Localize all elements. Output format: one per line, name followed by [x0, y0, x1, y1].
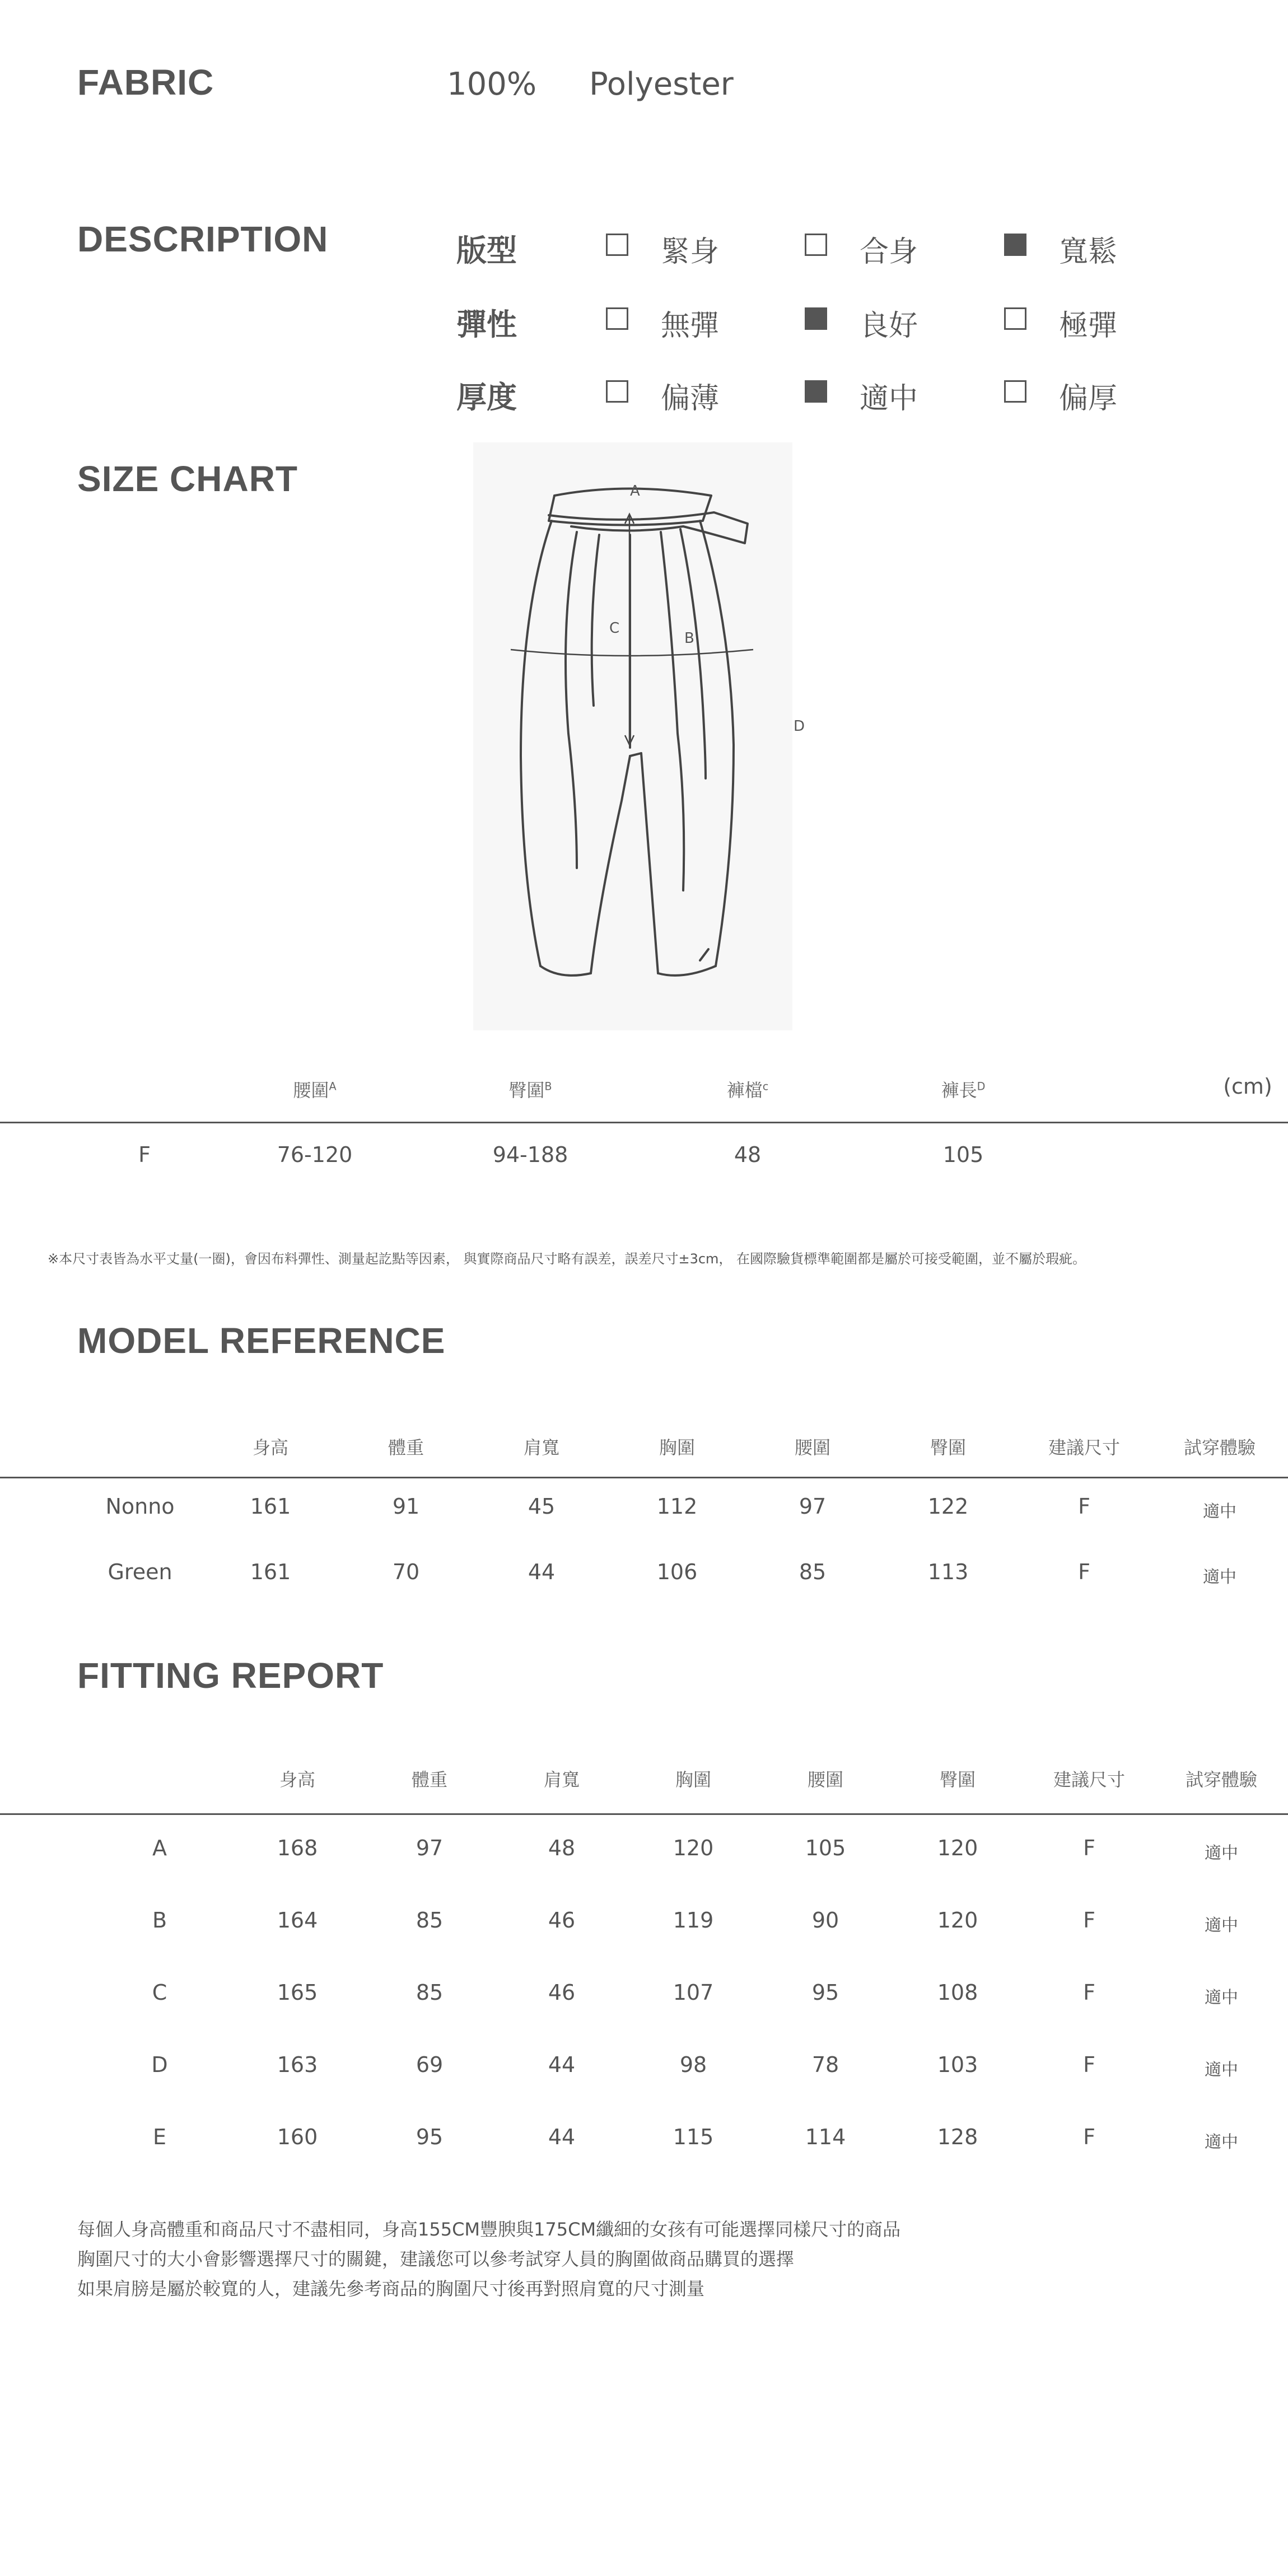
fitting-cell: 120 — [937, 1836, 978, 1860]
model-cell: 85 — [799, 1560, 827, 1584]
fitting-cell: 114 — [805, 2125, 846, 2149]
fitting-cell: 108 — [937, 1980, 978, 2005]
fitting-cell: 160 — [277, 2125, 318, 2149]
fitting-cell: F — [1083, 1836, 1095, 1860]
model-header: 胸圍 — [659, 1437, 696, 1458]
fitting-cell: 115 — [673, 2125, 714, 2149]
size-header — [508, 1076, 552, 1102]
fitting-cell: 128 — [937, 2125, 978, 2149]
checked-box — [805, 380, 827, 403]
fabric-material: Polyester — [589, 66, 734, 102]
model-cell: 161 — [250, 1494, 291, 1519]
fitting-row-name: A — [152, 1836, 167, 1860]
fitting-cell: 165 — [277, 1980, 318, 2005]
model-header: 臀圍 — [930, 1437, 967, 1458]
fitting-cell: 107 — [673, 1980, 714, 2005]
fitting-cell: 適中 — [1205, 2060, 1238, 2080]
fitting-report-title: FITTING REPORT — [77, 1655, 384, 1696]
fabric-percent: 100% — [447, 66, 537, 102]
model-header: 建議尺寸 — [1048, 1437, 1121, 1458]
size-header-sup: c — [762, 1080, 769, 1093]
size-header-text: 臀圍 — [508, 1080, 545, 1101]
model-cell: F — [1078, 1560, 1090, 1584]
fitting-header: 臀圍 — [939, 1769, 976, 1790]
diagram-label-b: B — [684, 630, 694, 647]
model-header: 肩寬 — [523, 1437, 560, 1458]
fitting-cell: 105 — [805, 1836, 846, 1860]
fitting-cell: 適中 — [1205, 1844, 1238, 1863]
model-cell: F — [1078, 1494, 1090, 1519]
fitting-cell: F — [1083, 1908, 1095, 1933]
model-cell: 70 — [392, 1560, 420, 1584]
model-cell: 44 — [528, 1560, 556, 1584]
model-header: 腰圍 — [794, 1437, 831, 1458]
footer-line: 胸圍尺寸的大小會影響選擇尺寸的關鍵，建議您可以參考試穿人員的胸圍做商品購買的選擇 — [77, 2248, 795, 2270]
unchecked-box — [606, 380, 628, 403]
model-cell: 97 — [799, 1494, 827, 1519]
diagram-label-a: A — [630, 483, 640, 500]
model-cell: 161 — [250, 1560, 291, 1584]
model-cell: 適中 — [1203, 1567, 1236, 1587]
size-header — [727, 1076, 769, 1102]
size-header-sup: B — [544, 1080, 552, 1093]
fitting-cell: 168 — [277, 1836, 318, 1860]
model-header: 體重 — [388, 1437, 424, 1458]
fitting-cell: F — [1083, 2125, 1095, 2149]
fitting-cell: F — [1083, 2052, 1095, 2077]
fitting-row-name: C — [152, 1980, 167, 2005]
fitting-cell: 95 — [416, 2125, 444, 2149]
fitting-cell: 69 — [416, 2052, 444, 2077]
fitting-cell: 44 — [548, 2052, 576, 2077]
fitting-header: 試穿體驗 — [1185, 1769, 1258, 1790]
description-title: DESCRIPTION — [77, 219, 329, 259]
fitting-cell: 46 — [548, 1980, 576, 2005]
model-table-rule — [0, 1477, 1288, 1478]
model-cell: 113 — [927, 1560, 969, 1584]
description-option-label: 適中 — [860, 382, 918, 416]
size-header-text: 褲長 — [941, 1080, 977, 1101]
unchecked-box — [1004, 380, 1026, 403]
fitting-cell: 85 — [416, 1908, 444, 1933]
model-cell: 45 — [528, 1494, 556, 1519]
diagram-label-d: D — [794, 718, 805, 735]
unchecked-box — [1004, 307, 1026, 330]
size-header-sup: D — [977, 1080, 986, 1093]
description-option-label: 偏薄 — [661, 382, 720, 416]
fitting-header: 建議尺寸 — [1053, 1769, 1126, 1790]
fitting-cell: 97 — [416, 1836, 444, 1860]
fitting-cell: 120 — [673, 1836, 714, 1860]
description-option-label: 合身 — [860, 235, 918, 269]
fitting-cell: 78 — [811, 2052, 839, 2077]
fitting-header: 腰圍 — [807, 1769, 844, 1790]
pants-diagram — [459, 442, 806, 1030]
fitting-cell: 95 — [811, 1980, 839, 2005]
fitting-cell: 90 — [811, 1908, 839, 1933]
size-row-label: F — [138, 1142, 151, 1167]
fitting-cell: 164 — [277, 1908, 318, 1933]
size-cell: 105 — [942, 1142, 984, 1167]
diagram-label-c: C — [609, 620, 620, 637]
model-header: 身高 — [252, 1437, 289, 1458]
size-header-sup: A — [329, 1080, 337, 1093]
fitting-cell: 103 — [937, 2052, 978, 2077]
description-option-label: 寬鬆 — [1059, 235, 1118, 269]
unchecked-box — [606, 307, 628, 330]
fitting-header: 身高 — [279, 1769, 316, 1790]
description-option-label: 緊身 — [661, 235, 720, 269]
fitting-cell: 98 — [679, 2052, 707, 2077]
size-cell: 94-188 — [492, 1142, 568, 1167]
description-row-label: 彈性 — [456, 307, 517, 342]
model-cell: 適中 — [1203, 1502, 1236, 1522]
size-header-text: 褲檔 — [726, 1080, 763, 1101]
size-chart-title: SIZE CHART — [77, 459, 298, 499]
fitting-cell: F — [1083, 1980, 1095, 2005]
size-unit: (cm) — [1223, 1074, 1272, 1099]
fitting-cell: 適中 — [1205, 2132, 1238, 2152]
model-cell: 112 — [656, 1494, 698, 1519]
description-row-label: 版型 — [456, 233, 517, 268]
unchecked-box — [606, 234, 628, 256]
fitting-row-name: D — [151, 2052, 168, 2077]
unchecked-box — [805, 234, 827, 256]
fitting-cell: 46 — [548, 1908, 576, 1933]
footer-line: 每個人身高體重和商品尺寸不盡相同，身高155CM豐腴與175CM纖細的女孩有可能選擇同樣尺寸的商品 — [77, 2219, 901, 2240]
size-cell: 48 — [734, 1142, 762, 1167]
fitting-cell: 120 — [937, 1908, 978, 1933]
fitting-cell: 119 — [673, 1908, 714, 1933]
model-cell: 91 — [392, 1494, 420, 1519]
size-header-text: 腰圍 — [293, 1080, 329, 1101]
description-option-label: 極彈 — [1059, 309, 1118, 343]
model-row-name: Green — [108, 1560, 172, 1584]
model-reference-title: MODEL REFERENCE — [77, 1320, 446, 1361]
description-option-label: 偏厚 — [1059, 382, 1118, 416]
size-header — [941, 1076, 986, 1102]
model-header: 試穿體驗 — [1183, 1437, 1256, 1458]
fitting-header: 體重 — [411, 1769, 448, 1790]
size-cell: 76-120 — [277, 1142, 353, 1167]
description-option-label: 無彈 — [661, 309, 720, 343]
size-note: ※本尺寸表皆為水平丈量(一圈)，會因布料彈性、測量起訖點等因素， 與實際商品尺寸略有誤差，誤差尺寸±3cm， 在國際驗貨標準範圍都是屬於可接受範圍，並不屬於瑕疵。 — [48, 1251, 1086, 1267]
fitting-row-name: E — [152, 2125, 167, 2149]
description-option-label: 良好 — [860, 309, 918, 343]
fitting-cell: 適中 — [1205, 1916, 1238, 1935]
size-header — [293, 1076, 336, 1102]
fitting-cell: 適中 — [1205, 1988, 1238, 2008]
fabric-title: FABRIC — [77, 62, 214, 102]
fitting-cell: 48 — [548, 1836, 576, 1860]
model-cell: 106 — [656, 1560, 698, 1584]
model-cell: 122 — [927, 1494, 969, 1519]
fitting-header: 肩寬 — [543, 1769, 580, 1790]
checked-box — [1004, 234, 1026, 256]
size-table-rule — [0, 1122, 1288, 1123]
fitting-cell: 44 — [548, 2125, 576, 2149]
checked-box — [805, 307, 827, 330]
fitting-row-name: B — [152, 1908, 167, 1933]
fitting-header: 胸圍 — [675, 1769, 712, 1790]
fitting-cell: 85 — [416, 1980, 444, 2005]
description-row-label: 厚度 — [456, 380, 517, 415]
fitting-table-rule — [0, 1813, 1288, 1815]
model-row-name: Nonno — [105, 1494, 175, 1519]
footer-line: 如果肩膀是屬於較寬的人，建議先參考商品的胸圍尺寸後再對照肩寬的尺寸測量 — [77, 2278, 705, 2299]
fitting-cell: 163 — [277, 2052, 318, 2077]
